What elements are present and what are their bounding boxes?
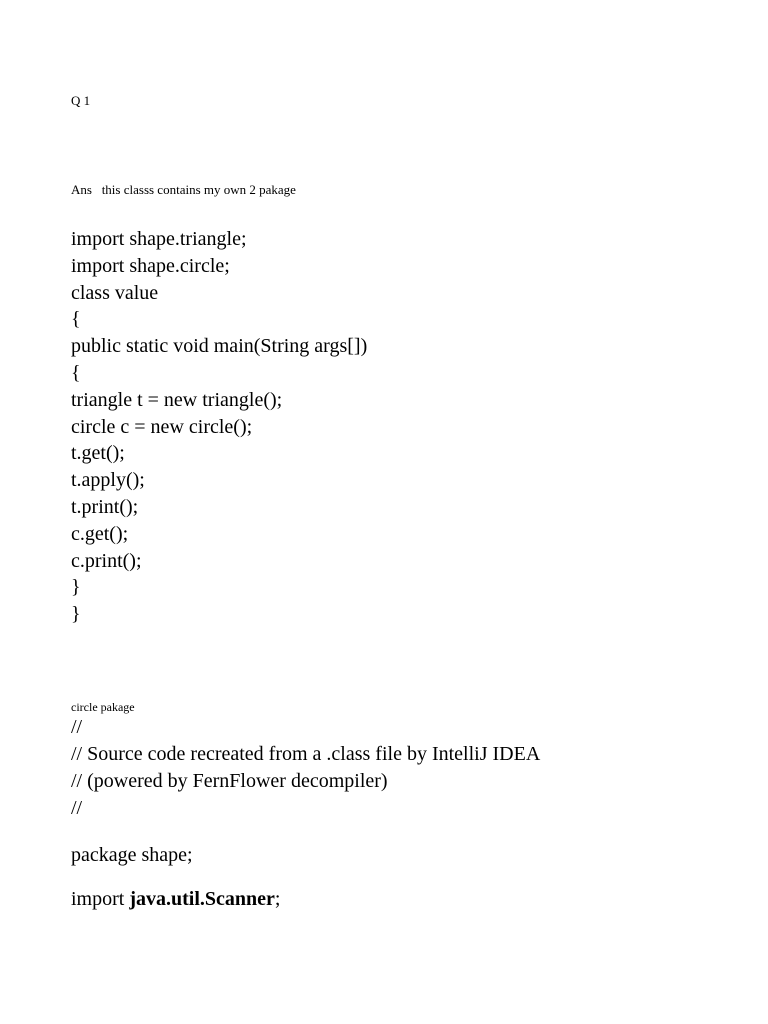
import-keyword: import [71,888,130,910]
code-line: c.print(); [71,549,142,572]
package-declaration: package shape; [71,844,193,866]
comment-line: // (powered by FernFlower decompiler) [71,770,388,792]
code-line: } [71,603,81,626]
comment-line: // [71,797,83,819]
circle-package-heading: circle pakage [71,700,135,714]
import-statement [71,886,280,912]
code-line: { [71,308,81,331]
answer-intro: Ans this classs contains my own 2 pakage [71,182,296,197]
code-line: { [71,361,81,384]
decompiler-comment-block [71,714,540,822]
code-line: t.get(); [71,442,125,465]
code-line: class value [71,281,159,304]
comment-line: // [71,716,83,738]
main-code-block [71,226,367,628]
import-class-name: java.util.Scanner [129,888,275,910]
code-line: import shape.triangle; [71,228,247,250]
question-label: Q 1 [71,93,91,108]
code-line: public static void main(String args[]) [71,335,368,358]
comment-line: // Source code recreated from a .class file by IntelliJ IDEA [71,743,541,765]
code-line: t.apply(); [71,469,145,492]
code-line: t.print(); [71,495,139,518]
code-line: circle c = new circle(); [71,415,253,438]
import-semicolon: ; [274,888,281,910]
code-line: triangle t = new triangle(); [71,388,283,411]
code-line: c.get(); [71,522,129,545]
code-line: } [71,576,81,599]
code-line: import shape.circle; [71,254,230,277]
